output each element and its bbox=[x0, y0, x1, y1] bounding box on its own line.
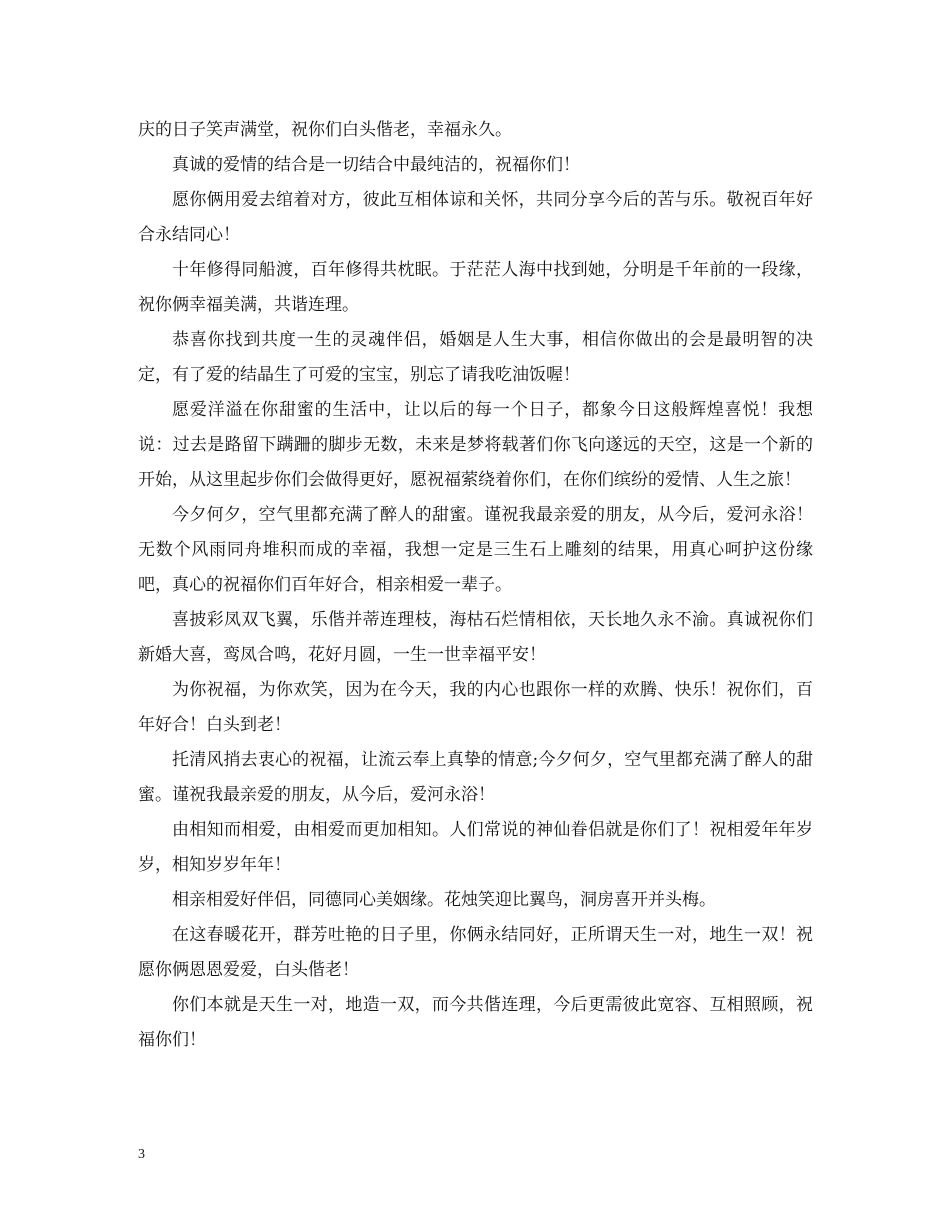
paragraph: 为你祝福，为你欢笑，因为在今天，我的内心也跟你一样的欢腾、快乐！祝你们，百年好合！白头到老！ bbox=[138, 680, 813, 735]
page-number: 3 bbox=[138, 1147, 145, 1162]
document-body bbox=[138, 113, 813, 1058]
paragraph: 在这春暖花开，群芳吐艳的日子里，你俩永结同好，正所谓天生一对，地生一双！祝愿你俩恩恩爱爱，白头偕老！ bbox=[138, 925, 813, 980]
paragraph: 托清风捎去衷心的祝福，让流云奉上真挚的情意;今夕何夕，空气里都充满了醉人的甜蜜。谨祝我最亲爱的朋友，从今后，爱河永浴！ bbox=[138, 750, 813, 805]
paragraph: 今夕何夕，空气里都充满了醉人的甜蜜。谨祝我最亲爱的朋友，从今后，爱河永浴！无数个风雨同舟堆积而成的幸福，我想一定是三生石上雕刻的结果，用真心呵护这份缘吧，真心的祝福你们百年好合，相亲相爱一辈子。 bbox=[138, 505, 813, 595]
paragraph: 恭喜你找到共度一生的灵魂伴侣，婚姻是人生大事，相信你做出的会是最明智的决定，有了爱的结晶生了可爱的宝宝，别忘了请我吃油饭喔！ bbox=[138, 330, 813, 385]
paragraph: 喜披彩凤双飞翼，乐偕并蒂连理枝，海枯石烂情相依，天长地久永不渝。真诚祝你们新婚大喜，鸾凤合鸣，花好月圆，一生一世幸福平安！ bbox=[138, 610, 813, 665]
paragraph: 愿你俩用爱去绾着对方，彼此互相体谅和关怀，共同分享今后的苦与乐。敬祝百年好合永结同心！ bbox=[138, 190, 813, 245]
paragraph: 真诚的爱情的结合是一切结合中最纯洁的，祝福你们！ bbox=[172, 155, 580, 175]
paragraph: 十年修得同船渡，百年修得共枕眠。于茫茫人海中找到她，分明是千年前的一段缘，祝你俩幸福美满，共谐连理。 bbox=[138, 260, 813, 315]
paragraph: 相亲相爱好伴侣，同德同心美姻缘。花烛笑迎比翼鸟，洞房喜开并头梅。 bbox=[172, 890, 716, 910]
paragraph: 愿爱洋溢在你甜蜜的生活中，让以后的每一个日子，都象今日这般辉煌喜悦！我想说：过去是路留下蹒跚的脚步无数，未来是梦将载著们你飞向遂远的天空，这是一个新的开始，从这里起步你们会做得更好，愿祝福萦绕着你们，在你们缤纷的爱情、人生之旅！ bbox=[138, 400, 813, 490]
paragraph: 你们本就是天生一对，地造一双，而今共偕连理，今后更需彼此宽容、互相照顾，祝福你们！ bbox=[138, 995, 813, 1050]
paragraph: 由相知而相爱，由相爱而更加相知。人们常说的神仙眷侣就是你们了！祝相爱年年岁岁，相知岁岁年年！ bbox=[138, 820, 813, 875]
paragraph-continuation: 庆的日子笑声满堂，祝你们白头偕老，幸福永久。 bbox=[138, 120, 512, 140]
